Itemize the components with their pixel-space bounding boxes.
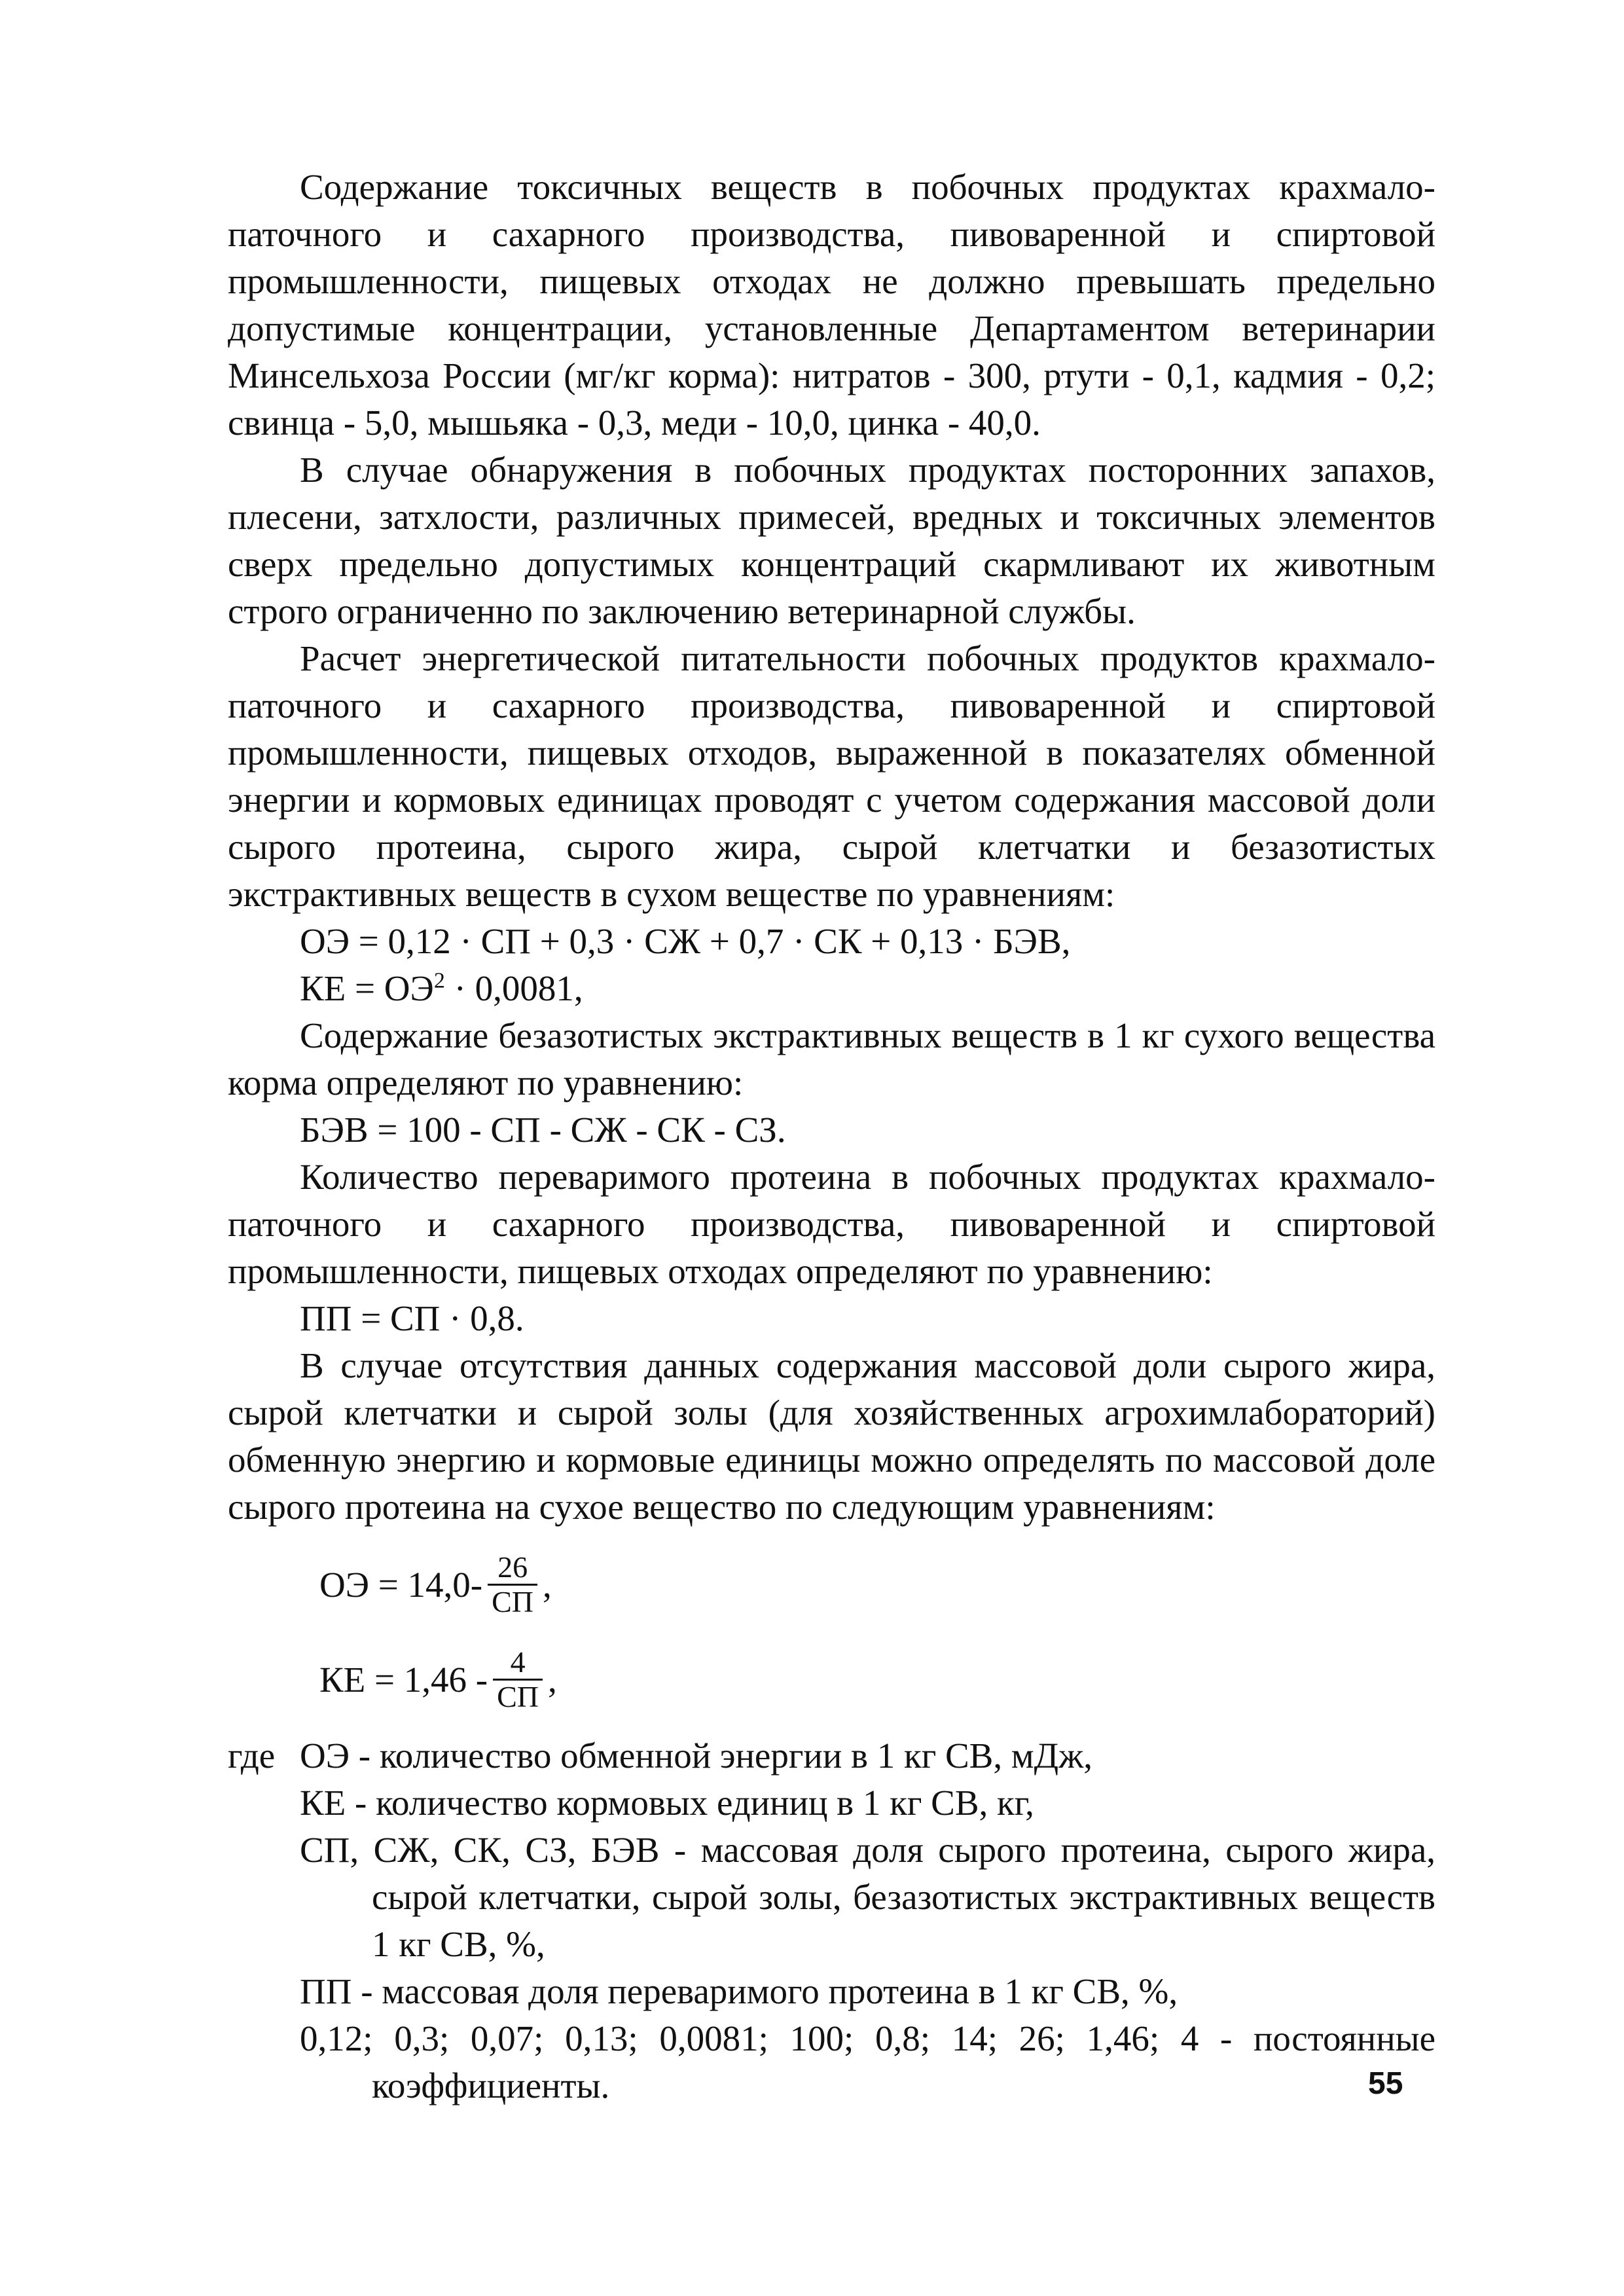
definition-components: СП, СЖ, СК, СЗ, БЭВ - массовая доля сырого протеина, сырого жира, сырой клетчатки, сырой золы, безазотистых экстрактивных веществ 1 кг СВ, %,	[300, 1830, 1435, 1964]
paragraph-foreign-odors: В случае обнаружения в побочных продуктах посторонних запахов, плесени, затхлости, различных примесей, вредных и токсичных элементов сверх предельно допустимых концентраций скармливают их животным строго ограниченно по заключению ветеринарной службы.	[228, 450, 1435, 631]
paragraph-bev: Содержание безазотистых экстрактивных веществ в 1 кг сухого вещества корма определяют по уравнению:	[228, 1015, 1435, 1102]
definition-coefficients: 0,12; 0,3; 0,07; 0,13; 0,0081; 100; 0,8; 14; 26; 1,46; 4 - постоянные коэффициенты.	[300, 2018, 1435, 2105]
definitions-list	[228, 1732, 1435, 2109]
fraction-ke	[493, 1646, 543, 1713]
equation-oe-simplified-end: ,	[543, 1564, 552, 1605]
body-text	[228, 164, 1435, 2109]
definition-oe-text: ОЭ - количество обменной энергии в 1 кг СВ, мДж,	[300, 1736, 1092, 1776]
page-number: 55	[1368, 2066, 1403, 2101]
equation-ke	[300, 965, 1435, 1012]
paragraph-energy-calculation: Расчет энергетической питательности побочных продуктов крахмало-паточного и сахарного производства, пивоваренной и спиртовой промышленности, пищевых отходов, выраженной в показателях обменной энергии и кормовых единицах проводят с учетом содержания массовой доли сырого протеина, сырого жира, сырой клетчатки и безазотистых экстрактивных веществ в сухом веществе по уравнениям:	[228, 638, 1435, 914]
definition-ke: КЕ - количество кормовых единиц в 1 кг СВ, кг,	[300, 1783, 1034, 1823]
equation-oe: ОЭ = 0,12 · СП + 0,3 · СЖ + 0,7 · СК + 0,13 · БЭВ,	[300, 921, 1071, 961]
equation-ke-simplified-lhs: КЕ = 1,46 -	[319, 1659, 488, 1700]
equation-ke-simplified	[319, 1639, 1435, 1721]
fraction-ke-numerator: 4	[510, 1645, 526, 1679]
fraction-oe-numerator: 26	[497, 1550, 528, 1584]
equation-bev: БЭВ = 100 - СП - СЖ - СК - СЗ.	[300, 1110, 786, 1150]
paragraph-toxic-substances: Содержание токсичных веществ в побочных продуктах крахмало-паточного и сахарного производства, пивоваренной и спиртовой промышленности, пищевых отходах не должно превышать предельно допустимые концентрации, установленные Департаментом ветеринарии Минсельхоза России (мг/кг корма): нитратов - 300, ртути - 0,1, кадмия - 0,2; свинца - 5,0, мышьяка - 0,3, меди - 10,0, цинка - 40,0.	[228, 167, 1435, 443]
equation-ke-exponent: 2	[433, 968, 445, 993]
equation-pp: ПП = СП · 0,8.	[300, 1298, 524, 1338]
definition-oe	[228, 1732, 1435, 1779]
fraction-oe-denominator: СП	[488, 1584, 537, 1618]
paragraph-digestible-protein: Количество переваримого протеина в побочных продуктах крахмало-паточного и сахарного производства, пивоваренной и спиртовой промышленности, пищевых отходах определяют по уравнению:	[228, 1157, 1435, 1291]
definition-pp: ПП - массовая доля переваримого протеина в 1 кг СВ, %,	[300, 1971, 1178, 2011]
fraction-oe	[488, 1551, 537, 1618]
equation-ke-rhs: · 0,0081,	[444, 968, 583, 1008]
fraction-ke-denominator: СП	[493, 1679, 543, 1713]
equation-ke-lhs: КЕ = ОЭ	[300, 968, 434, 1008]
equation-oe-simplified-lhs: ОЭ = 14,0-	[319, 1564, 483, 1605]
equation-ke-simplified-end: ,	[548, 1659, 557, 1700]
equation-oe-simplified	[319, 1544, 1435, 1626]
definitions-lead-word: где	[228, 1736, 276, 1776]
paragraph-missing-data: В случае отсутствия данных содержания массовой доли сырого жира, сырой клетчатки и сырой золы (для хозяйственных агрохимлабораторий) обменную энергию и кормовые единицы можно определять по массовой доле сырого протеина на сухое вещество по следующим уравнениям:	[228, 1345, 1435, 1527]
